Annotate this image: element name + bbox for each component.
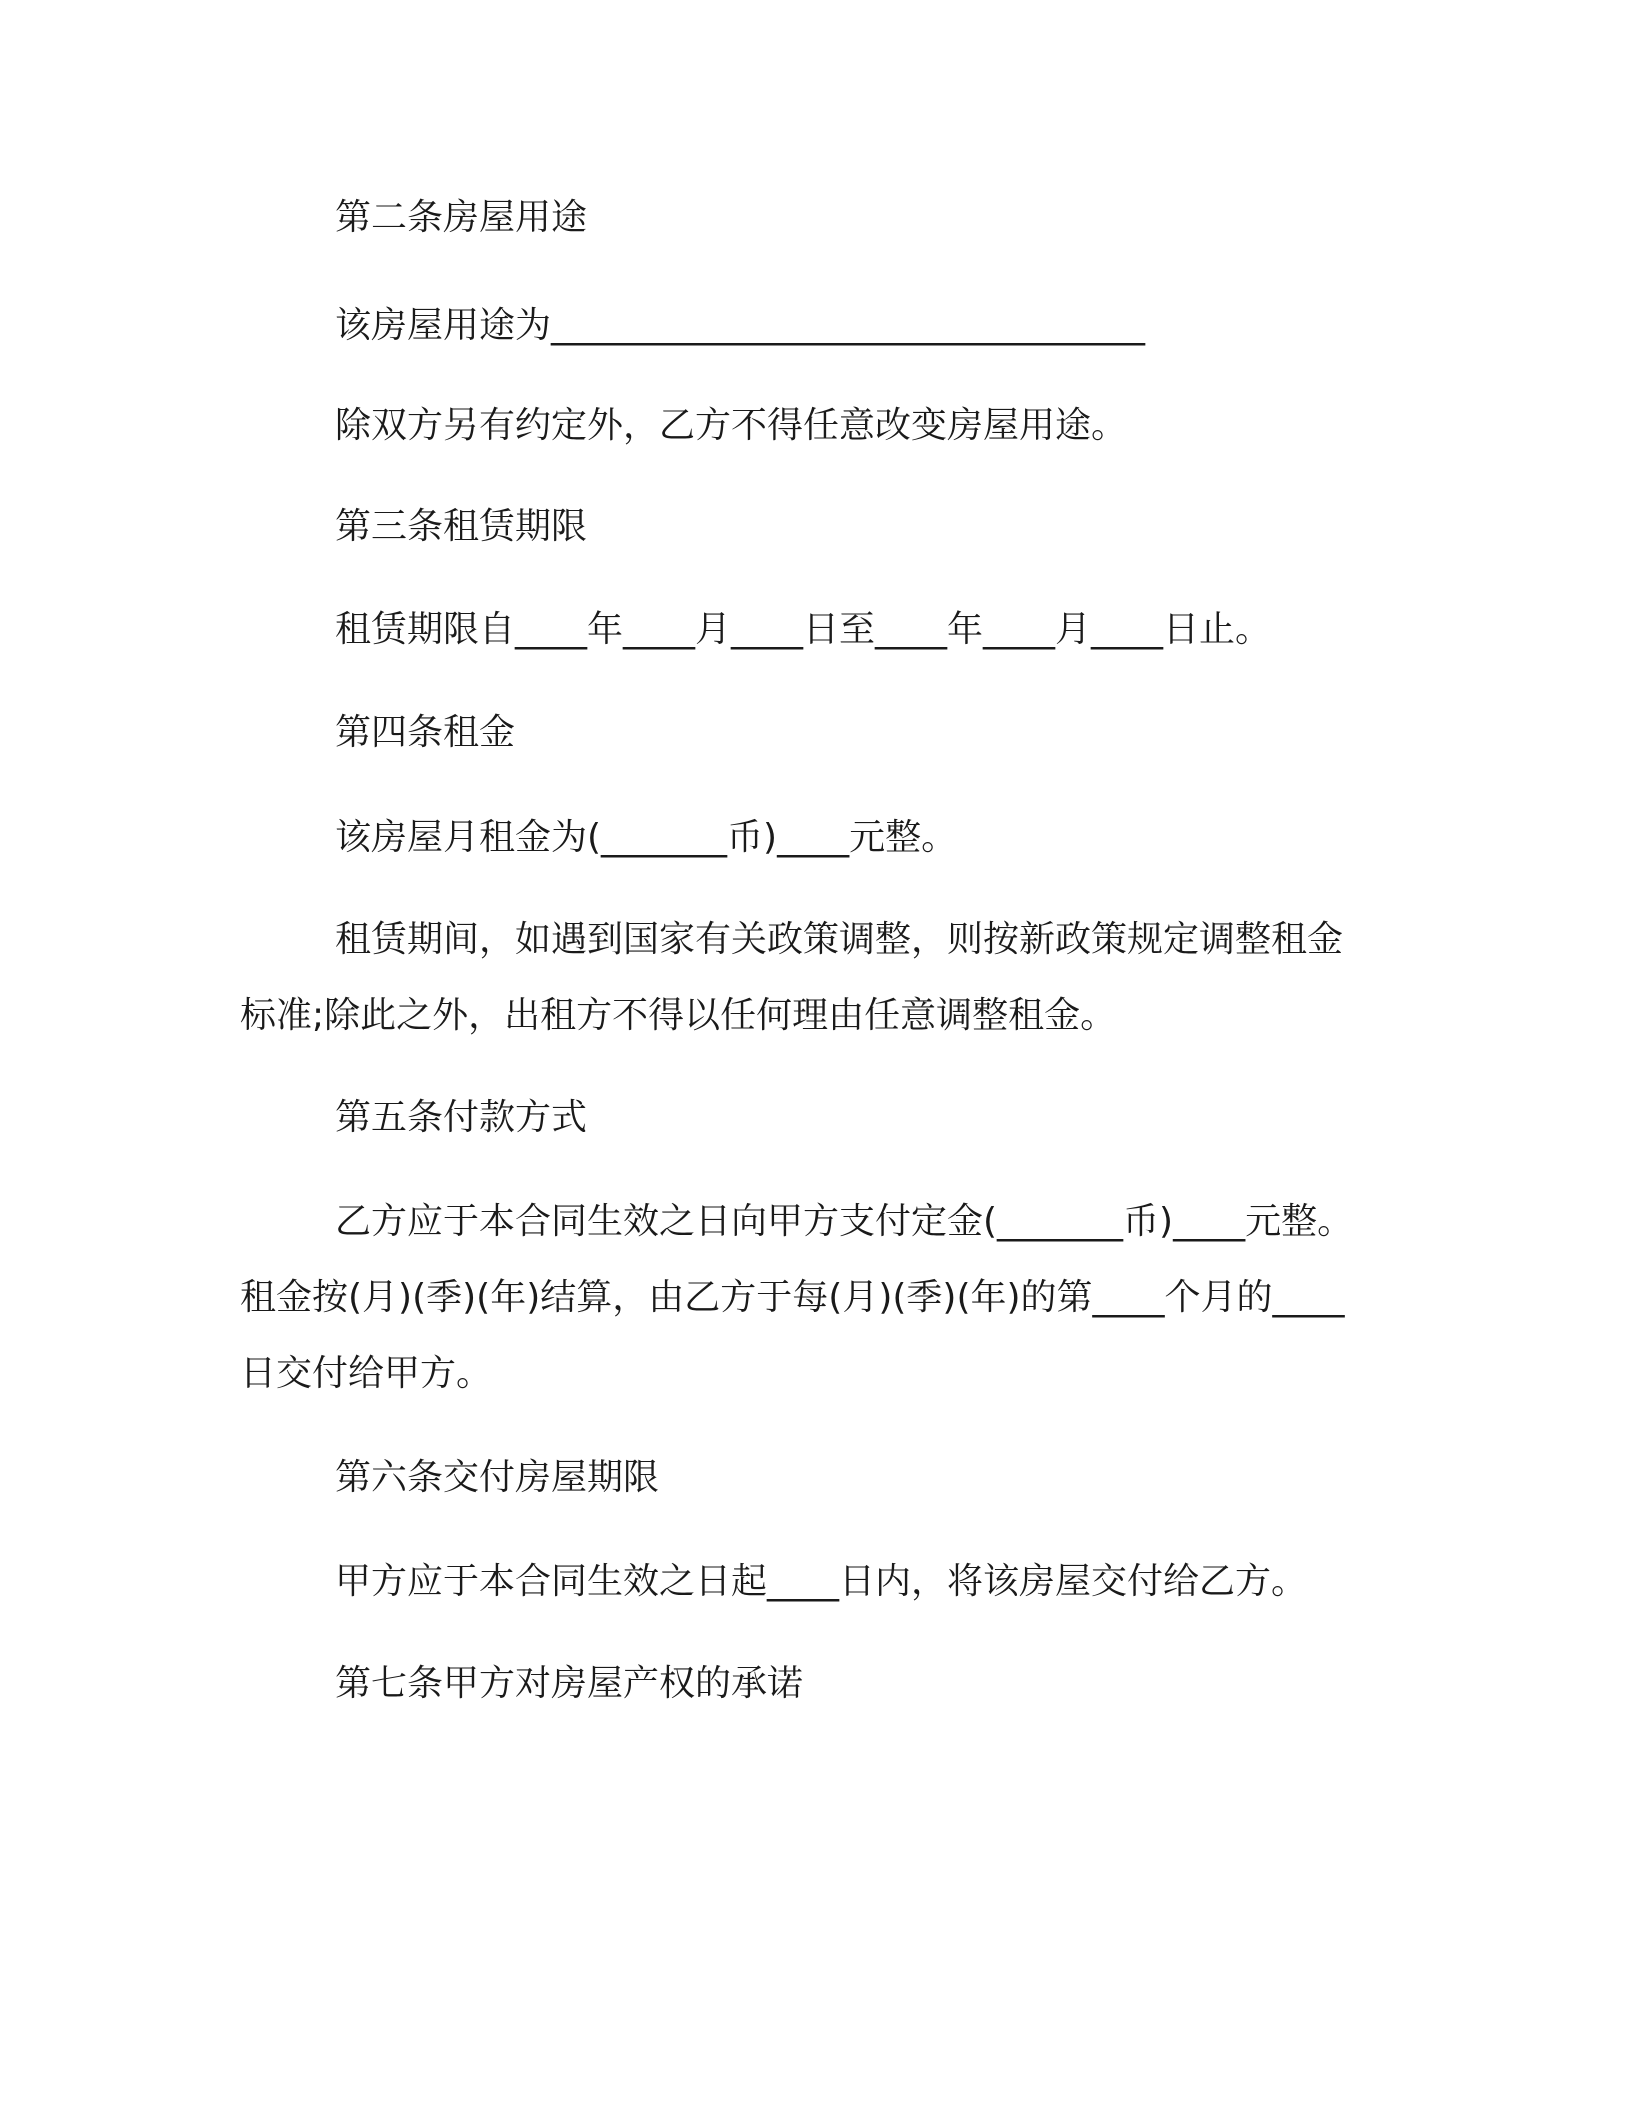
article-2-heading: 第二条房屋用途 [335, 197, 588, 238]
delivery-term-line: 甲方应于本合同生效之日起____日内，将该房屋交付给乙方。 [335, 1561, 1308, 1602]
article-3-heading: 第三条租赁期限 [335, 506, 588, 547]
deposit-paragraph-line-2: 租金按(月)(季)(年)结算，由乙方于每(月)(季)(年)的第____个月的____ [240, 1277, 1345, 1318]
deposit-paragraph-line-3: 日交付给甲方。 [240, 1353, 493, 1394]
article-4-heading: 第四条租金 [335, 712, 516, 753]
house-use-line: 该房屋用途为_________________________________ [335, 305, 1146, 346]
article-6-heading: 第六条交付房屋期限 [335, 1457, 660, 1498]
lease-term-line: 租赁期限自____年____月____日至____年____月____日止。 [335, 609, 1272, 650]
deposit-paragraph-line-1: 乙方应于本合同生效之日向甲方支付定金(_______币)____元整。 [335, 1201, 1354, 1242]
rent-adjustment-paragraph-line-1: 租赁期间，如遇到国家有关政策调整，则按新政策规定调整租金 [335, 919, 1344, 960]
house-use-restriction: 除双方另有约定外，乙方不得任意改变房屋用途。 [335, 405, 1128, 446]
monthly-rent-line: 该房屋月租金为(_______币)____元整。 [335, 817, 958, 858]
rent-adjustment-paragraph-line-2: 标准;除此之外，出租方不得以任何理由任意调整租金。 [240, 995, 1117, 1036]
article-5-heading: 第五条付款方式 [335, 1097, 588, 1138]
article-7-heading: 第七条甲方对房屋产权的承诺 [335, 1663, 804, 1704]
